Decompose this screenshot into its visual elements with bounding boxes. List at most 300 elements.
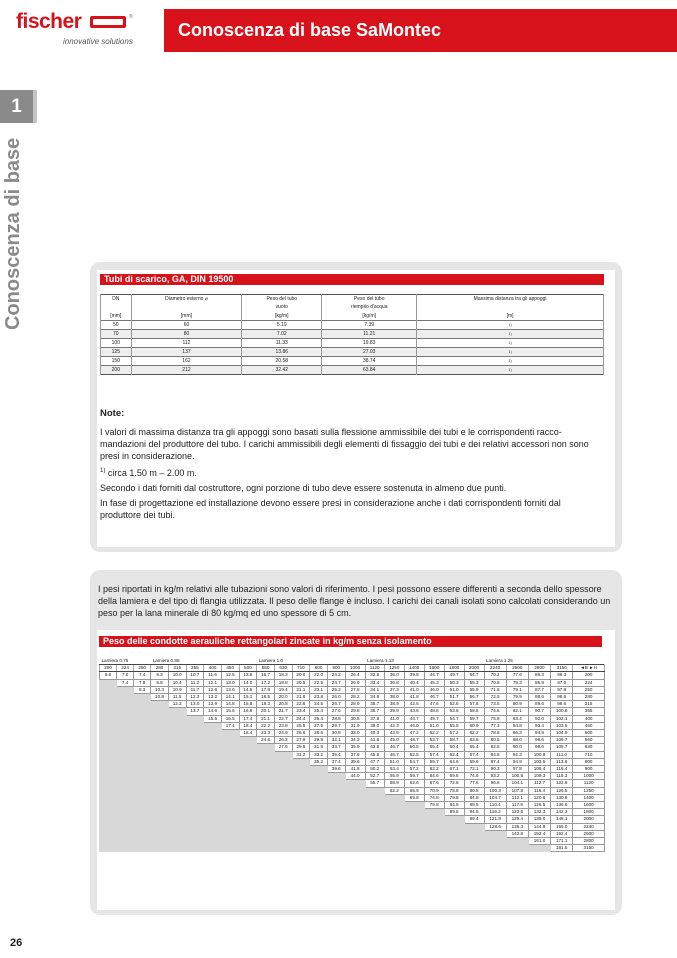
b-header-cell: 1400 — [404, 665, 424, 672]
table-cell: 46.0 — [424, 686, 444, 693]
b-header-cell: 280 — [151, 665, 169, 672]
empty-cell — [134, 701, 151, 708]
table-cell: 53.7 — [424, 737, 444, 744]
table-cell: 77.6 — [506, 672, 528, 679]
table-row — [100, 744, 605, 751]
table-cell: 33.0 — [345, 730, 365, 737]
table-cell: 23.3 — [257, 730, 275, 737]
table-cell: 17.8 — [257, 686, 275, 693]
empty-cell — [204, 845, 222, 852]
empty-cell — [365, 787, 384, 794]
table-cell: 74.8 — [424, 794, 444, 801]
table-cell: 29.8 — [345, 708, 365, 715]
empty-cell — [134, 838, 151, 845]
table-cell: 1) — [417, 365, 604, 374]
empty-cell — [221, 845, 239, 852]
table-row — [100, 730, 605, 737]
empty-cell — [257, 751, 275, 758]
table-cell: 41.0 — [384, 715, 404, 722]
table-cell: 72.6 — [444, 780, 464, 787]
empty-cell — [221, 816, 239, 823]
table-cell: 78.8 — [484, 730, 506, 737]
empty-cell — [168, 730, 186, 737]
table-cell: 7.8 — [134, 679, 151, 686]
table-cell: 92.0 — [528, 715, 550, 722]
lamiera-label: Lamiera 0.75 — [100, 658, 151, 665]
table-cell: 13.7 — [186, 708, 204, 715]
empty-cell — [186, 730, 204, 737]
table-cell: 37.8 — [365, 715, 384, 722]
table-cell: 57.2 — [444, 730, 464, 737]
table-cell: 20.1 — [257, 708, 275, 715]
empty-cell — [100, 686, 117, 693]
table-cell: 45.5 — [365, 751, 384, 758]
table-cell: 35.2 — [310, 758, 328, 765]
table-cell: 128.6 — [484, 823, 506, 830]
empty-cell — [404, 809, 424, 816]
empty-cell — [117, 751, 134, 758]
table-cell: 53.6 — [444, 708, 464, 715]
empty-cell — [384, 845, 404, 852]
table-cell: 15.6 — [221, 708, 239, 715]
h-value-cell: 1800 — [573, 809, 605, 816]
table-cell: 103.5 — [551, 722, 573, 729]
table-cell: 39.6 — [345, 758, 365, 765]
empty-cell — [117, 830, 134, 837]
table-cell: 47.6 — [424, 701, 444, 708]
table-cell: 19.3 — [257, 701, 275, 708]
empty-cell — [117, 794, 134, 801]
empty-cell — [100, 809, 117, 816]
table-cell: 18.4 — [239, 722, 257, 729]
table-cell: 45.0 — [384, 737, 404, 744]
empty-cell — [327, 787, 345, 794]
table-cell: 104.1 — [506, 780, 528, 787]
h-value-cell: 315 — [573, 701, 605, 708]
table-cell: 63.6 — [464, 737, 484, 744]
empty-cell — [365, 809, 384, 816]
empty-cell — [100, 694, 117, 701]
empty-cell — [117, 715, 134, 722]
empty-cell — [168, 708, 186, 715]
table-cell: 138.0 — [528, 816, 550, 823]
h-value-cell: 1400 — [573, 794, 605, 801]
empty-cell — [100, 708, 117, 715]
empty-cell — [257, 744, 275, 751]
table-cell: 49.7 — [424, 715, 444, 722]
table-cell: 38.0 — [384, 694, 404, 701]
empty-cell — [151, 830, 169, 837]
empty-cell — [257, 802, 275, 809]
duct-intro-text: I pesi riportati in kg/m relativi alle tubazioni sono valori di riferimento. I pesi possono essere differenti a seconda dello spessore della lamiera e del tipo di flangia utilizzata. Il peso delle flange è incluso. I carichi dei canali isolati sono calcolati considerando un peso per la lana minerale di 80 kg/mq ed uno spessore di 5 cm. — [98, 584, 611, 618]
table-cell: 36.8 — [384, 679, 404, 686]
empty-cell — [151, 780, 169, 787]
logo-wordmark: fischer — [16, 10, 82, 33]
b-header-cell: 250 — [134, 665, 151, 672]
table-cell: 84.8 — [506, 722, 528, 729]
table-cell: 28.2 — [345, 694, 365, 701]
table-cell: 97.0 — [551, 679, 573, 686]
table-cell: 55.3 — [464, 679, 484, 686]
empty-cell — [168, 794, 186, 801]
table-cell: 67.1 — [444, 766, 464, 773]
table-cell: 70.8 — [484, 679, 506, 686]
empty-cell — [310, 766, 328, 773]
table-cell: 21.1 — [292, 686, 310, 693]
logo-badge-icon — [90, 16, 126, 28]
table-cell: 116.4 — [551, 766, 573, 773]
empty-cell — [444, 838, 464, 845]
empty-cell — [186, 830, 204, 837]
table-cell: 84.6 — [484, 751, 506, 758]
empty-cell — [168, 758, 186, 765]
empty-cell — [384, 816, 404, 823]
table-cell: 137 — [131, 347, 242, 356]
table-cell: 23.8 — [274, 722, 292, 729]
table-cell: 25.4 — [310, 708, 328, 715]
empty-cell — [151, 715, 169, 722]
empty-cell — [117, 823, 134, 830]
empty-cell — [100, 838, 117, 845]
note-footnote-text: circa 1.50 m – 2.00 m. — [105, 468, 197, 478]
table-cell: 67.6 — [424, 780, 444, 787]
table-cell: 32.1 — [327, 737, 345, 744]
empty-cell — [274, 809, 292, 816]
table-cell: 93.4 — [528, 722, 550, 729]
empty-cell — [186, 816, 204, 823]
chapter-number: 1 — [0, 90, 33, 123]
note-footnote — [100, 465, 600, 479]
table-cell: 58.9 — [384, 780, 404, 787]
empty-cell — [168, 830, 186, 837]
table-cell: 1) — [417, 338, 604, 347]
table-cell: 26.6 — [292, 730, 310, 737]
table-cell: 14.0 — [239, 679, 257, 686]
empty-cell — [257, 809, 275, 816]
table-cell: 27.5 — [310, 722, 328, 729]
table-cell: 116.4 — [528, 787, 550, 794]
empty-cell — [204, 830, 222, 837]
table-cell: 92.3 — [506, 751, 528, 758]
table-cell: 82.1 — [506, 708, 528, 715]
empty-cell — [484, 845, 506, 852]
table-cell: 106.7 — [551, 737, 573, 744]
table-cell: 26.4 — [310, 715, 328, 722]
empty-cell — [384, 838, 404, 845]
empty-cell — [204, 737, 222, 744]
table-row — [101, 338, 604, 347]
table-cell: 67.4 — [464, 751, 484, 758]
empty-cell — [257, 758, 275, 765]
table-cell: 99.4 — [464, 816, 484, 823]
table-cell: 104.7 — [484, 794, 506, 801]
table-cell: 48.7 — [404, 737, 424, 744]
empty-cell — [168, 737, 186, 744]
table-cell: 20.5 — [292, 679, 310, 686]
empty-cell — [100, 679, 117, 686]
empty-cell — [100, 722, 117, 729]
empty-cell — [327, 816, 345, 823]
empty-cell — [204, 758, 222, 765]
table-row — [100, 809, 605, 816]
table-cell: 7.4 — [134, 672, 151, 679]
empty-cell — [204, 823, 222, 830]
table-cell: 59.7 — [464, 715, 484, 722]
empty-cell — [345, 823, 365, 830]
empty-cell — [100, 701, 117, 708]
duct-weights-table — [99, 658, 605, 852]
table-header-cell: DN — [101, 295, 132, 304]
table-cell: 136.3 — [506, 823, 528, 830]
empty-cell — [506, 845, 528, 852]
table-cell: 113.6 — [551, 758, 573, 765]
empty-cell — [117, 802, 134, 809]
empty-cell — [274, 802, 292, 809]
table-row — [100, 830, 605, 837]
empty-cell — [464, 845, 484, 852]
table-cell: 24.6 — [257, 737, 275, 744]
empty-cell — [310, 773, 328, 780]
table-cell: 10.3 — [151, 686, 169, 693]
table-cell: 15.1 — [239, 694, 257, 701]
table-cell: 100 — [101, 338, 132, 347]
table-cell: 97.8 — [551, 686, 573, 693]
empty-cell — [134, 722, 151, 729]
empty-cell — [221, 737, 239, 744]
h-value-cell: 280 — [573, 694, 605, 701]
table-cell: 34.8 — [365, 694, 384, 701]
empty-cell — [274, 787, 292, 794]
table-cell: 25.5 — [292, 722, 310, 729]
empty-cell — [221, 794, 239, 801]
empty-cell — [186, 766, 204, 773]
table-cell: 10.4 — [168, 679, 186, 686]
h-value-cell: 900 — [573, 766, 605, 773]
table-cell: 51.0 — [424, 722, 444, 729]
b-header-cell: 710 — [292, 665, 310, 672]
empty-cell — [221, 809, 239, 816]
empty-cell — [221, 838, 239, 845]
table-cell: 24.2 — [327, 672, 345, 679]
table-cell: 70 — [101, 329, 132, 338]
empty-cell — [444, 816, 464, 823]
table-row — [100, 708, 605, 715]
table-cell: 42.3 — [384, 722, 404, 729]
empty-cell — [384, 823, 404, 830]
table-header-cell: riempito d'acqua — [322, 303, 417, 312]
table-cell: 16.5 — [221, 715, 239, 722]
table-cell: 57.2 — [404, 766, 424, 773]
table-header-row — [101, 295, 604, 304]
notes-block — [100, 408, 600, 524]
empty-cell — [464, 838, 484, 845]
table-cell: 38.74 — [322, 356, 417, 365]
table-cell: 152.4 — [528, 830, 550, 837]
empty-cell — [151, 773, 169, 780]
table-cell: 18.4 — [239, 730, 257, 737]
empty-cell — [424, 823, 444, 830]
empty-cell — [204, 802, 222, 809]
table-cell: 48.7 — [384, 751, 404, 758]
table-cell: 38.9 — [384, 701, 404, 708]
empty-cell — [257, 780, 275, 787]
empty-cell — [384, 809, 404, 816]
table-cell: 87.4 — [484, 758, 506, 765]
table-cell: 13.9 — [204, 701, 222, 708]
table-header-cell: [kg/m] — [322, 312, 417, 321]
table-header-cell — [417, 303, 604, 312]
table-cell: 18.3 — [274, 672, 292, 679]
logo-registered-mark: ® — [129, 14, 133, 20]
empty-cell — [327, 845, 345, 852]
table-cell: 55.7 — [365, 780, 384, 787]
table-cell: 56.7 — [464, 694, 484, 701]
table-cell: 99.6 — [551, 701, 573, 708]
empty-cell — [186, 715, 204, 722]
empty-cell — [186, 823, 204, 830]
empty-cell — [257, 823, 275, 830]
empty-cell — [292, 816, 310, 823]
empty-cell — [384, 802, 404, 809]
table-cell: 75.8 — [444, 787, 464, 794]
empty-cell — [134, 737, 151, 744]
empty-cell — [117, 758, 134, 765]
table-row — [100, 773, 605, 780]
h-value-cell: 400 — [573, 715, 605, 722]
lamiera-label: Lamiera 0.88 — [151, 658, 257, 665]
empty-cell — [327, 773, 345, 780]
empty-cell — [239, 809, 257, 816]
table-cell: 59.7 — [424, 758, 444, 765]
table-cell: 21.8 — [292, 694, 310, 701]
empty-cell — [100, 715, 117, 722]
table-cell: 200 — [101, 365, 132, 374]
empty-cell — [345, 787, 365, 794]
table-cell: 16.6 — [239, 708, 257, 715]
note-footnote-mark: 1) — [100, 468, 106, 474]
b-header-cell: 900 — [327, 665, 345, 672]
table-cell: 143.8 — [506, 830, 528, 837]
table-cell: 7.0 — [117, 672, 134, 679]
table-cell: 60.9 — [464, 722, 484, 729]
table-cell: 27.5 — [345, 686, 365, 693]
empty-cell — [151, 845, 169, 852]
table-cell: 90.0 — [506, 744, 528, 751]
table-row — [100, 686, 605, 693]
fischer-logo — [16, 10, 146, 50]
table-cell: 26.7 — [327, 701, 345, 708]
table-cell: 37.6 — [345, 751, 365, 758]
table-cell: 47.2 — [404, 730, 424, 737]
table-cell: 96.3 — [551, 672, 573, 679]
table-cell: 142.3 — [551, 809, 573, 816]
empty-cell — [310, 809, 328, 816]
table-cell: 42.6 — [404, 701, 424, 708]
table-cell: 121.9 — [484, 816, 506, 823]
table-cell: 65.4 — [464, 744, 484, 751]
table-cell: 112 — [131, 338, 242, 347]
empty-cell — [117, 722, 134, 729]
table-row — [100, 715, 605, 722]
empty-cell — [345, 845, 365, 852]
table-cell: 162 — [131, 356, 242, 365]
table-cell: 31.5 — [310, 744, 328, 751]
empty-cell — [365, 816, 384, 823]
h-value-cell: 200 — [573, 672, 605, 679]
empty-cell — [424, 838, 444, 845]
table-cell: 32.6 — [365, 672, 384, 679]
table-cell: 117.9 — [506, 802, 528, 809]
empty-cell — [239, 758, 257, 765]
empty-cell — [134, 751, 151, 758]
table-cell: 28.6 — [327, 715, 345, 722]
empty-cell — [186, 744, 204, 751]
table-cell: 55.9 — [464, 686, 484, 693]
empty-cell — [239, 744, 257, 751]
h-value-cell: 224 — [573, 679, 605, 686]
page-header — [0, 0, 677, 62]
b-header-cell: 224 — [117, 665, 134, 672]
b-header-cell: 560 — [257, 665, 275, 672]
empty-cell — [327, 830, 345, 837]
lamiera-row — [100, 658, 605, 665]
empty-cell — [134, 744, 151, 751]
table-cell: 50.2 — [365, 766, 384, 773]
table-cell: 103.5 — [528, 758, 550, 765]
table-cell: 39.9 — [384, 708, 404, 715]
table-cell: 20.8 — [274, 701, 292, 708]
table-cell: 10.0 — [168, 672, 186, 679]
note-paragraph-2: Secondo i dati forniti dal costruttore, ogni porzione di tubo deve essere sostenuta in almeno due punti. — [100, 483, 507, 493]
empty-cell — [365, 830, 384, 837]
empty-cell — [134, 809, 151, 816]
table-cell: 93.2 — [484, 773, 506, 780]
table-cell: 14.6 — [204, 708, 222, 715]
b-header-cell: 2800 — [528, 665, 550, 672]
table-cell: 14.5 — [239, 686, 257, 693]
table-cell: 15.8 — [239, 701, 257, 708]
empty-cell — [310, 816, 328, 823]
table-cell: 90.7 — [528, 708, 550, 715]
table-cell: 100.3 — [484, 787, 506, 794]
empty-cell — [168, 838, 186, 845]
empty-cell — [274, 838, 292, 845]
empty-cell — [168, 715, 186, 722]
empty-cell — [168, 816, 186, 823]
empty-cell — [168, 845, 186, 852]
table-cell: 46.0 — [404, 722, 424, 729]
empty-cell — [404, 802, 424, 809]
table-cell: 44.7 — [424, 672, 444, 679]
h-value-cell: 355 — [573, 708, 605, 715]
table-cell: 11.2 — [186, 679, 204, 686]
table-cell: 86.3 — [528, 672, 550, 679]
empty-cell — [365, 823, 384, 830]
empty-cell — [186, 794, 204, 801]
empty-cell — [239, 816, 257, 823]
empty-cell — [292, 766, 310, 773]
empty-cell — [151, 758, 169, 765]
empty-cell — [134, 773, 151, 780]
empty-cell — [204, 773, 222, 780]
empty-cell — [239, 773, 257, 780]
table-cell: 72.5 — [484, 694, 506, 701]
empty-cell — [151, 722, 169, 729]
empty-cell — [239, 737, 257, 744]
notes-title: Note: — [100, 408, 125, 419]
empty-cell — [117, 780, 134, 787]
empty-cell — [424, 816, 444, 823]
